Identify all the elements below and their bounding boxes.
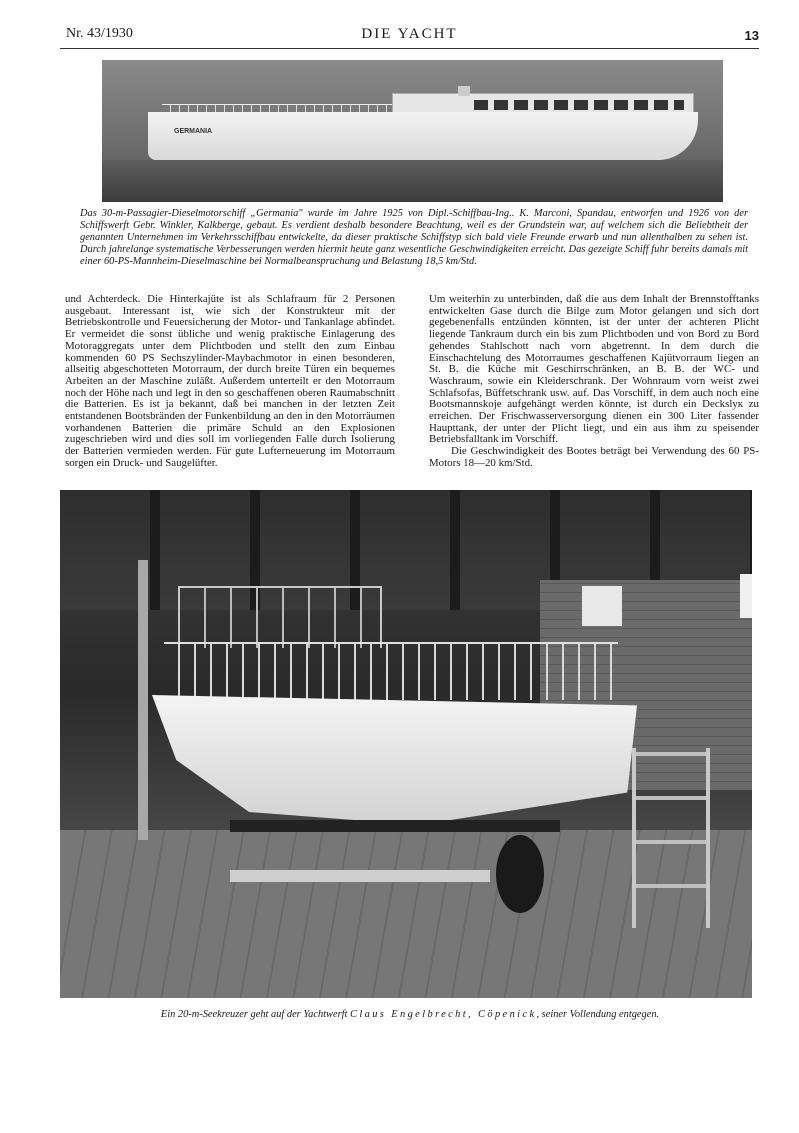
text-column-right [429, 294, 759, 470]
boat-rudder [496, 835, 544, 913]
ship-funnel [458, 86, 470, 96]
paragraph: Um weiterhin zu unterbinden, daß die aus dem Inhalt der Brennstofftanks entwickelten Gase durch die Bilge zum Motor gelangen und sich dort gegebenenfalls entzünden könnten, ist der unter der achteren Plicht liegende Tankraum durch ein bis zum Plichtboden und von Bord zu Bord gehendes Stahlschott nach vorn abgetrennt. In dem durch die Einschachtelung des Motorraumes geschaffenen Kajütvorraum liegen an St. B. die Küche mit Geschirrschränken, an B. B. der WC- und Waschraum, sowie ein Kleiderschrank. Der Wohnraum vorn weist zwei Schlafsofas, Büffetschrank usw. auf. Das Vorschiff, in dem auch noch eine Bootsmannskoje aufgehängt werden könnte, ist durch ein Deckslук zu erreichen. Der Frischwasserversorgung dienen ein 300 Liter fassender Haupttank, der unter der Plicht liegt, und ein aus ihm zu speisender Betriebsfalltank im Vorschiff. [429, 293, 759, 446]
ship-windows [474, 100, 684, 110]
caption-bottom [60, 1009, 760, 1020]
paragraph: Die Geschwindigkeit des Bootes beträgt bei Verwendung des 60 PS-Motors 18—20 km/Std. [429, 445, 759, 469]
boat-cabin-frame [178, 586, 382, 648]
ship-hull [148, 112, 698, 160]
wooden-trestle [632, 748, 710, 928]
shed-post [138, 560, 148, 840]
shed-window [740, 574, 752, 618]
photo-water [102, 160, 723, 202]
ship-name-lettering: GERMANIA [174, 128, 213, 135]
boat-railing [164, 642, 618, 700]
boat-hull [152, 695, 637, 825]
photo-passenger-ship [102, 60, 723, 202]
caption-bottom-shipyard: Claus Engelbrecht, Cöpenick [350, 1009, 537, 1020]
issue-number: Nr. 43/1930 [66, 26, 133, 41]
caption-bottom-text-end: , seiner Vollendung entgegen. [536, 1009, 660, 1020]
caption-bottom-text: Ein 20-m-Seekreuzer geht auf der Yachtwerft [160, 1009, 350, 1020]
paragraph: und Achterdeck. Die Hinterkajüte ist als Schlafraum für 2 Personen ausgebaut. Interessant ist, wie sich der Konstrukteur mit der Betriebskontrolle und Feuersicherung der Motor- und Tankanlage abfindet. Er vermeidet die sonst übliche und wenig praktische Einlagerung des Motoraggregats unter dem Plichtboden und stellt den zum Einbau kommenden 60 PS Sechszylinder-Maybachmotor in einen besonderen, allseitig abgeschotteten Motorraum, der durch breite Türen ein bequemes Arbeiten an der Maschine zuläßt. Außerdem unterteilt er den Motorraum noch der Höhe nach und legt in den so geschaffenen oberen Raumabschnitt die Batterien. Es ist ja bekannt, daß bei manchen in der letzten Zeit entstandenen Bootsbränden der Funkenbildung an den in den Motorräumen vorhandenen Batterien die primäre Schuld an den Explosionen zugeschrieben wird und dies soll im vorliegenden Falle durch Isolierung der Batterien vermieden werden. Für gute Lufterneuerung im Motorraum sorgen ein Druck- und Saugelüfter. [65, 293, 395, 469]
text-column-left [65, 294, 395, 470]
page-header [60, 26, 759, 49]
photo-boat-in-shed [60, 490, 752, 998]
page-number: 13 [744, 28, 759, 43]
boat-stand [230, 870, 490, 882]
shed-window [582, 586, 622, 626]
magazine-title: DIE YACHT [361, 26, 458, 42]
boat-keel [230, 820, 560, 832]
caption-top: Das 30-m-Passagier-Dieselmotorschiff „Germania" wurde im Jahre 1925 von Dipl.-Schiffbau-Ing.. K. Marconi, Spandau, entworfen und 1926 von der Schiffswerft Gebr. Winkler, Kalkberge, gebaut. Es verdient deshalb besondere Beachtung, weil es der Grundstein war, auf welchem sich die Beliebtheit der genannten Unternehmen im Verkehrsschiffbau entwickelte, da dieser praktische Schiffstyp sich bald viele Freunde erwarb und nun allenthalben zu sehen ist. Durch jahrelange systematische Verbesserungen werden hiermit heute ganz wesentliche Geschwindigkeiten erreicht. Das gezeigte Schiff fuhr bereits damals mit einer 60-PS-Mannheim-Dieselmaschine bei Normalbeanspruchung und Belastung 18,5 km/Std. [80, 208, 748, 267]
